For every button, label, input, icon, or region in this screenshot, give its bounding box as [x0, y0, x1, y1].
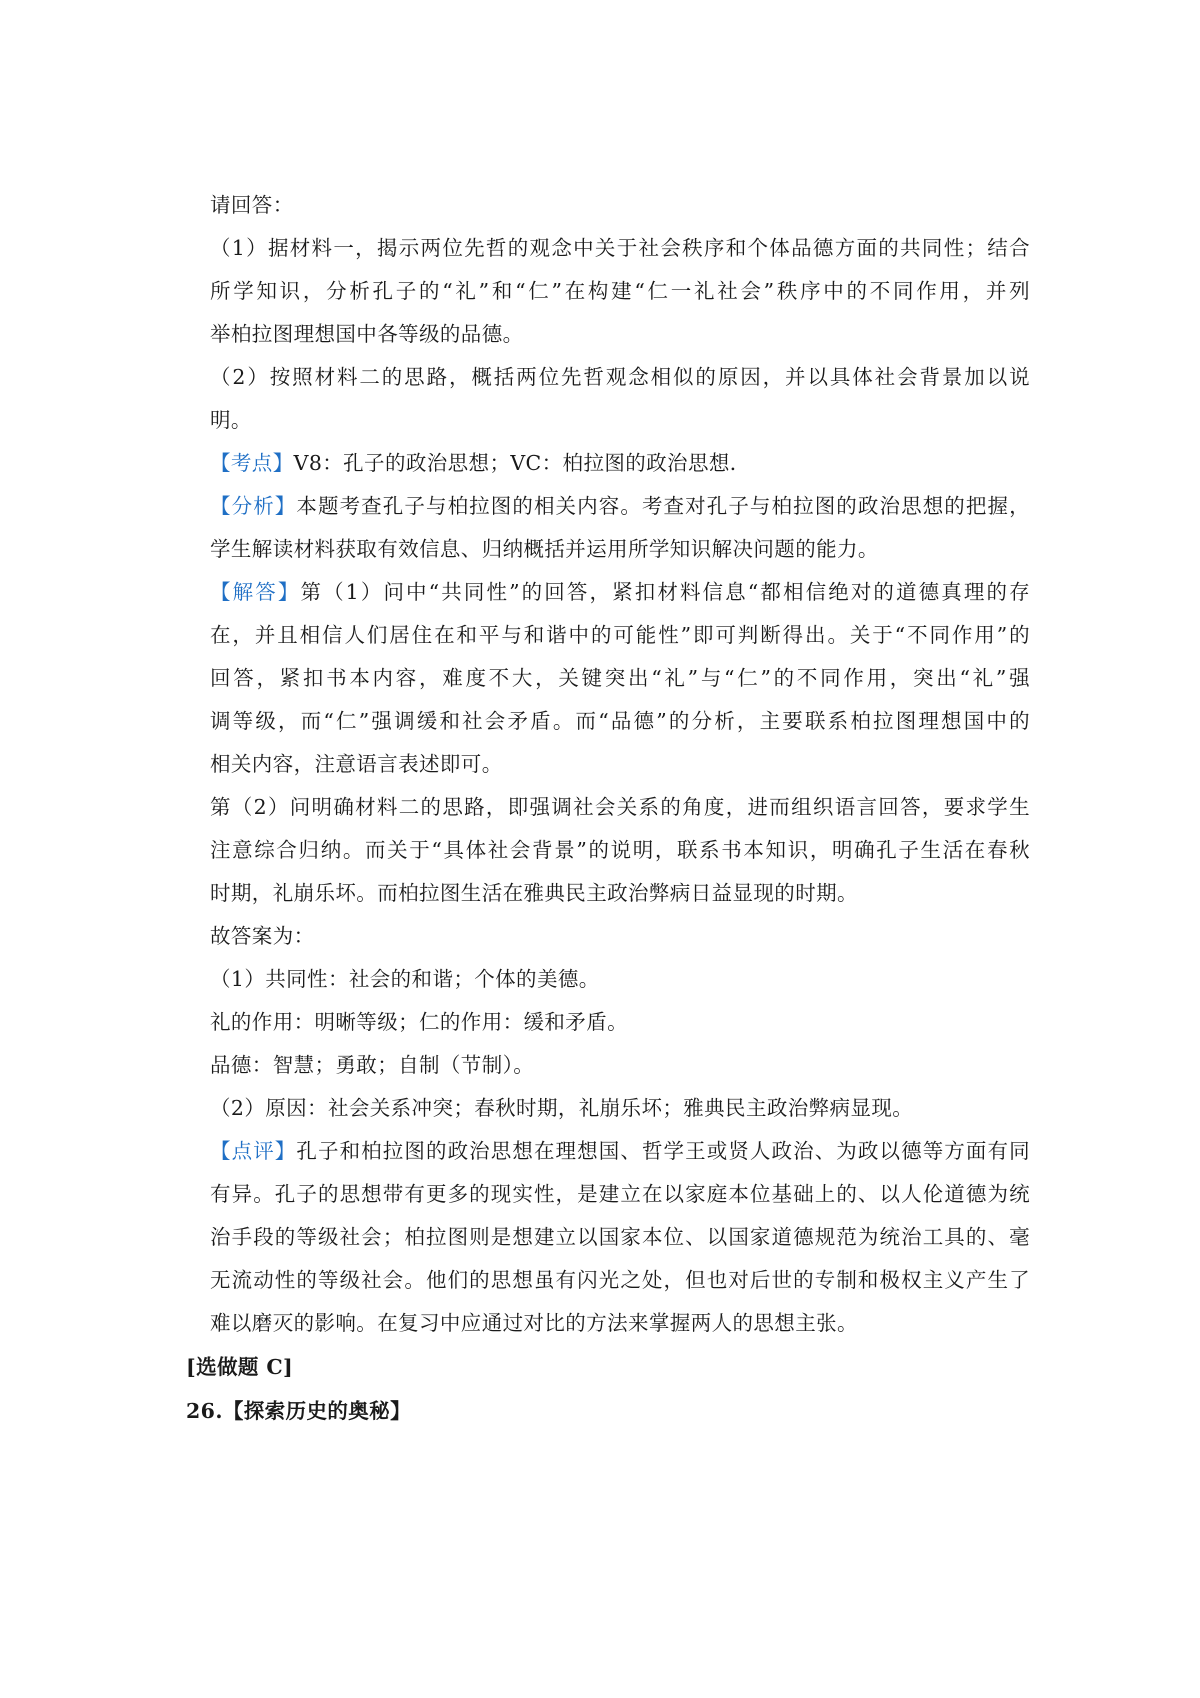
- jieda-p2-line-1: 第（2）问明确材料二的思路，即强调社会关系的角度，进而组织语言回答，要求学生: [210, 795, 1030, 819]
- fenxi-text-1: 本题考查孔子与柏拉图的相关内容。考查对孔子与柏拉图的政治思想的把握，: [296, 494, 1030, 518]
- dianping-tag: 【点评】: [210, 1139, 297, 1163]
- fenxi-line-2: 学生解读材料获取有效信息、归纳概括并运用所学知识解决问题的能力。: [210, 537, 879, 561]
- jieda-line-1: [210, 577, 1030, 607]
- dianping-line-5: 难以磨灭的影响。在复习中应通过对比的方法来掌握两人的思想主张。: [210, 1311, 858, 1335]
- kaodian-tag: 【考点】: [210, 451, 294, 475]
- kaodian-text: V8：孔子的政治思想；VC：柏拉图的政治思想．: [293, 451, 751, 475]
- answer-intro: 故答案为：: [210, 924, 315, 948]
- fenxi-line-1: [210, 491, 1030, 521]
- jieda-p2-line-2: 注意综合归纳。而关于“具体社会背景”的说明，联系书本知识，明确孔子生活在春秋: [210, 838, 1030, 862]
- answer-line-1: （1）共同性：社会的和谐；个体的美德。: [210, 967, 600, 991]
- dianping-text-1: 孔子和柏拉图的政治思想在理想国、哲学王或贤人政治、为政以德等方面有同: [296, 1139, 1030, 1163]
- section-title: [选做题 C]: [186, 1355, 294, 1379]
- question-26-heading: 26.【探索历史的奥秘】: [186, 1399, 411, 1423]
- question-1-line-2: 所学知识，分析孔子的“礼”和“仁”在构建“仁一礼社会”秩序中的不同作用，并列: [210, 279, 1030, 303]
- jieda-p2-line-3: 时期，礼崩乐坏。而柏拉图生活在雅典民主政治弊病日益显现的时期。: [210, 881, 858, 905]
- prompt-line: 请回答：: [210, 193, 294, 217]
- jieda-text-1: 第（1）问中“共同性”的回答，紧扣材料信息“都相信绝对的道德真理的存: [300, 580, 1030, 604]
- dianping-line-1: [210, 1136, 1030, 1166]
- question-2-line-2: 明。: [210, 408, 252, 432]
- jieda-line-5: 相关内容，注意语言表述即可。: [210, 752, 503, 776]
- fenxi-tag: 【分析】: [210, 494, 297, 518]
- question-1-line-3: 举柏拉图理想国中各等级的品德。: [210, 322, 524, 346]
- question-2-line-1: （2）按照材料二的思路，概括两位先哲观念相似的原因，并以具体社会背景加以说: [210, 365, 1030, 389]
- dianping-line-4: 无流动性的等级社会。他们的思想虽有闪光之处，但也对后世的专制和极权主义产生了: [210, 1268, 1030, 1292]
- kaodian-line: [210, 448, 1030, 478]
- answer-line-3: 品德：智慧；勇敢；自制（节制）。: [210, 1053, 535, 1077]
- jieda-tag: 【解答】: [210, 580, 301, 604]
- jieda-line-4: 调等级，而“仁”强调缓和社会矛盾。而“品德”的分析，主要联系柏拉图理想国中的: [210, 709, 1030, 733]
- question-1-line-1: （1）据材料一，揭示两位先哲的观念中关于社会秩序和个体品德方面的共同性；结合: [210, 236, 1030, 260]
- dianping-line-2: 有异。孔子的思想带有更多的现实性，是建立在以家庭本位基础上的、以人伦道德为统: [210, 1182, 1030, 1206]
- answer-line-4: （2）原因：社会关系冲突；春秋时期，礼崩乐坏；雅典民主政治弊病显现。: [210, 1096, 914, 1120]
- jieda-line-3: 回答，紧扣书本内容，难度不大，关键突出“礼”与“仁”的不同作用，突出“礼”强: [210, 666, 1030, 690]
- answer-line-2: 礼的作用：明晰等级；仁的作用：缓和矛盾。: [210, 1010, 628, 1034]
- dianping-line-3: 治手段的等级社会；柏拉图则是想建立以国家本位、以国家道德规范为统治工具的、毫: [210, 1225, 1030, 1249]
- jieda-line-2: 在，并且相信人们居住在和平与和谐中的可能性”即可判断得出。关于“不同作用”的: [210, 623, 1030, 647]
